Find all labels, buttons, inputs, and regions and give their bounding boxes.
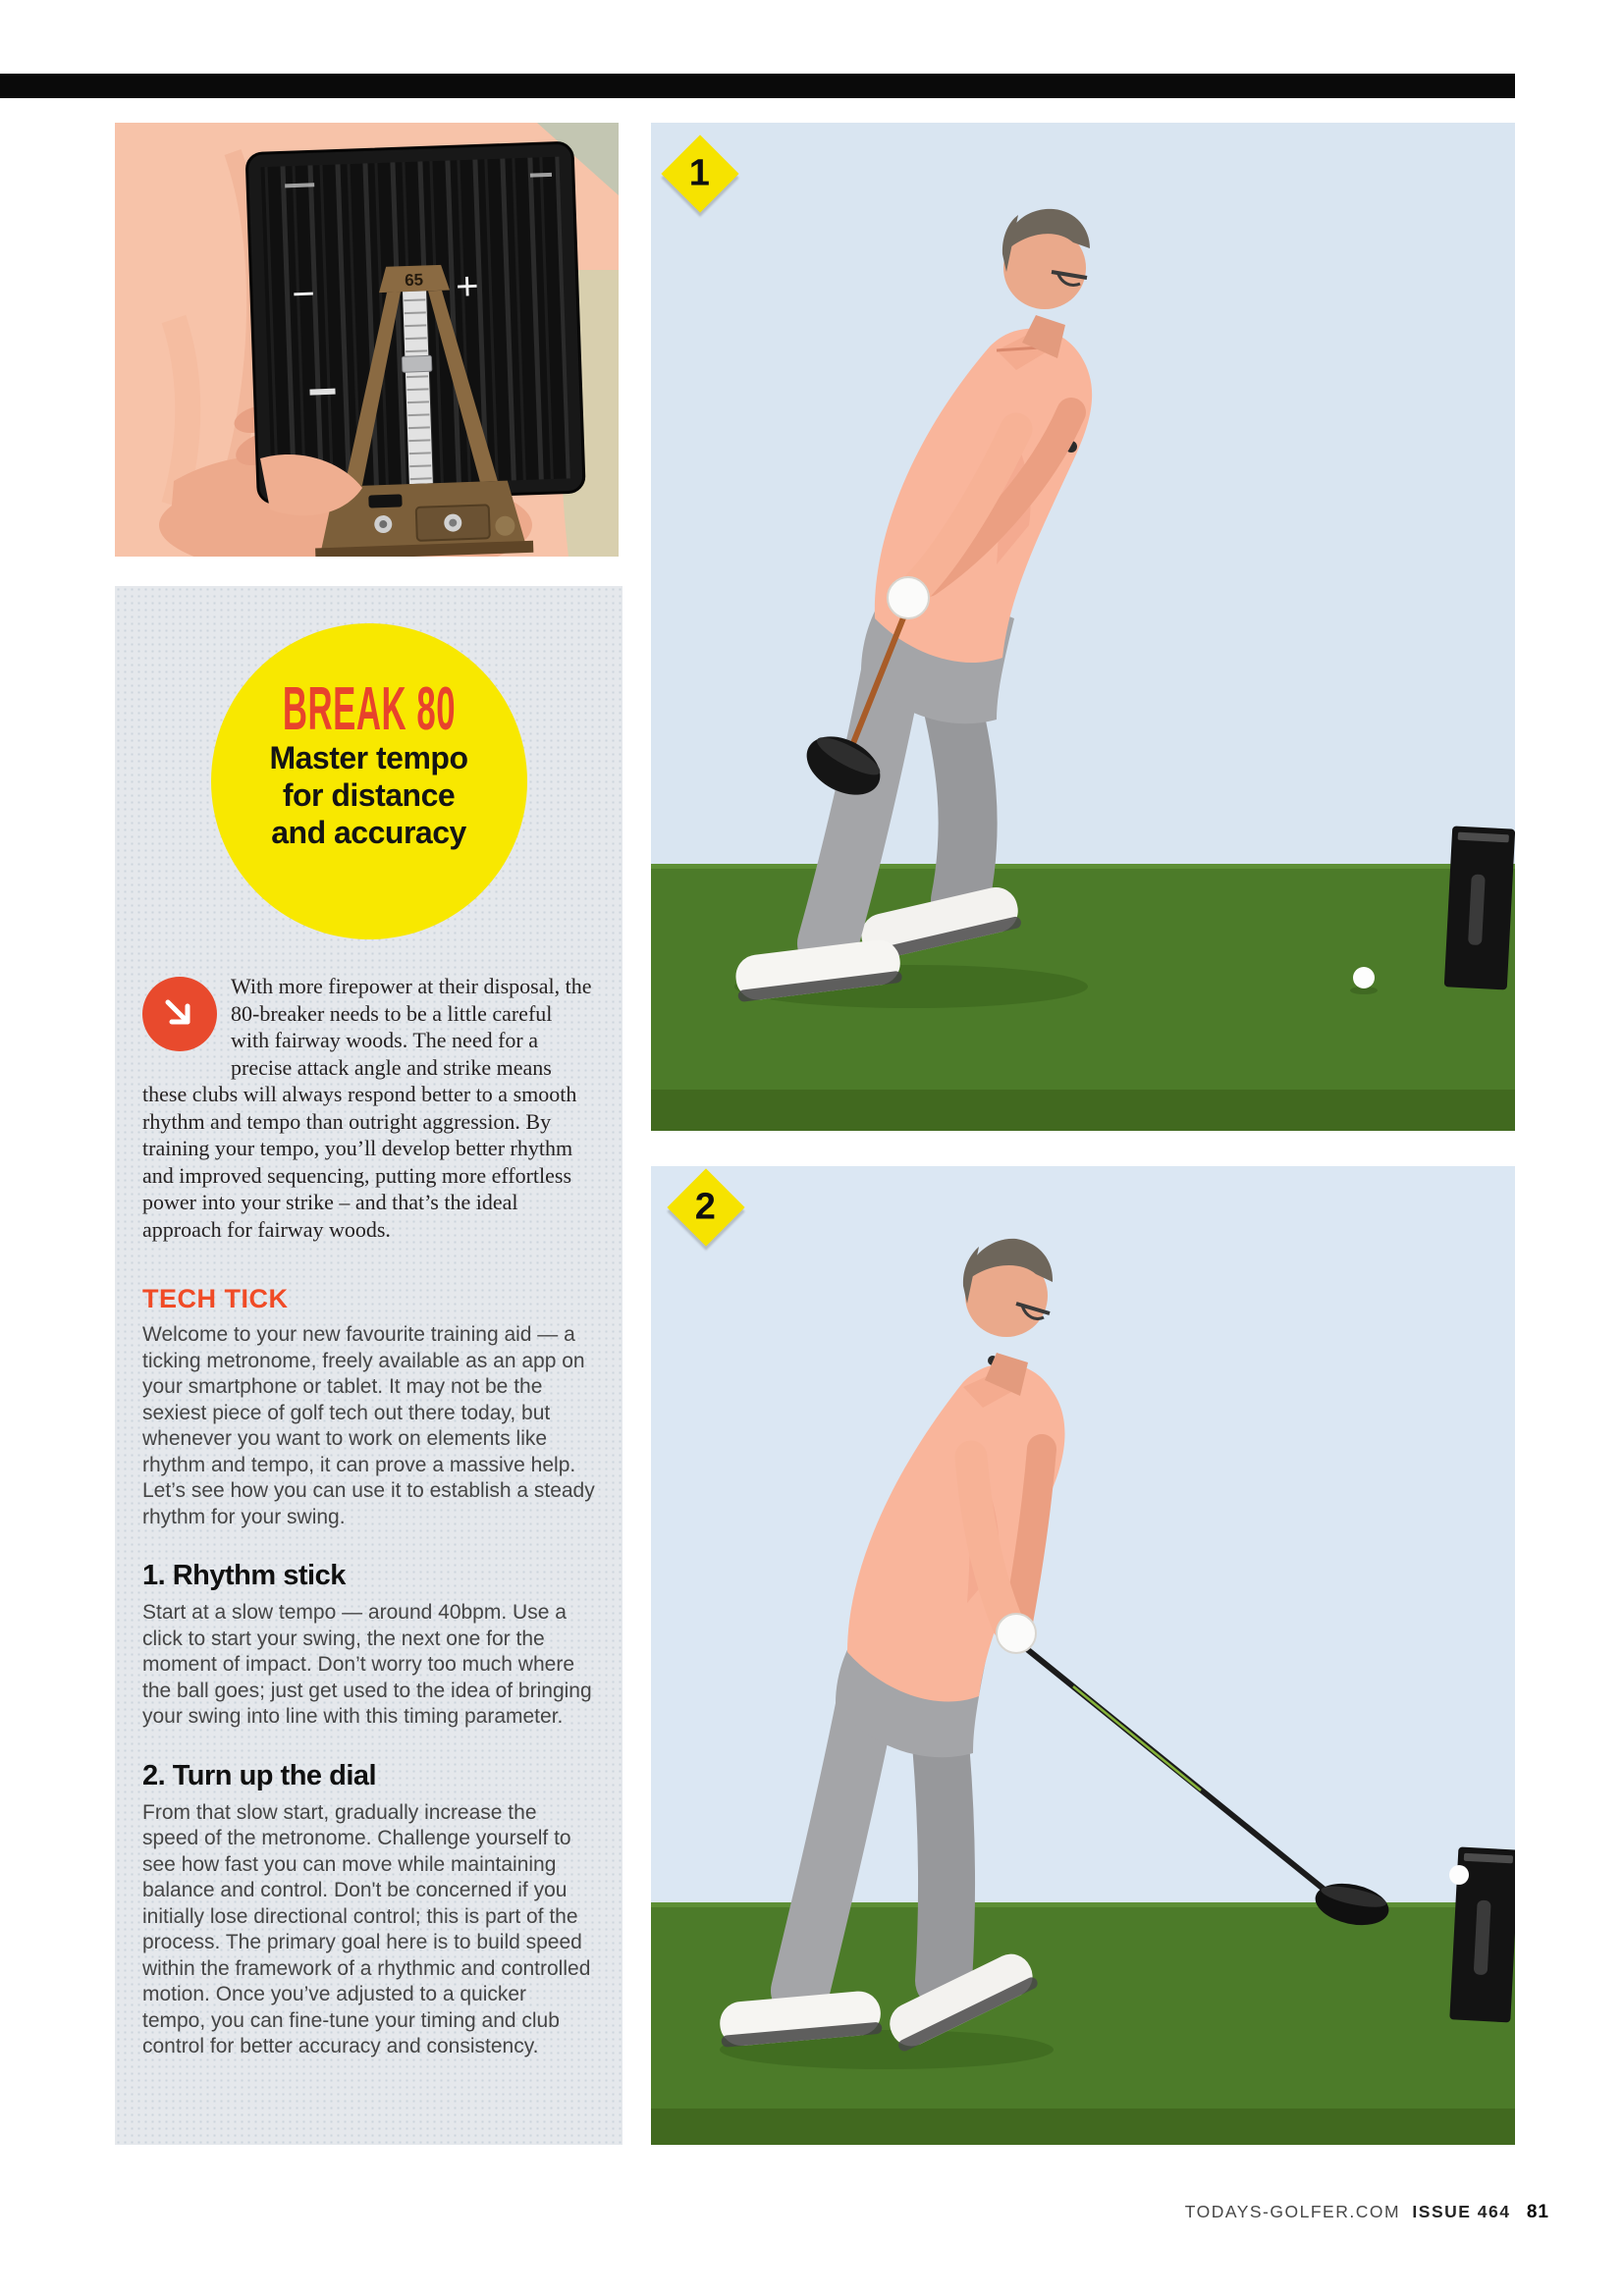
marker-number: 2 [695, 1186, 717, 1228]
tech-tick-heading: TECH TICK [142, 1284, 289, 1313]
tempo-plus-button[interactable]: + [455, 264, 480, 309]
break-80-badge [211, 623, 527, 939]
badge-title-line: and accuracy [271, 815, 466, 850]
footer-page-number: 81 [1526, 2202, 1549, 2222]
step-1-body: Start at a slow tempo — around 40bpm. Use a click to start your swing, the next one for the moment of impact. Don’t worry too much where the ball goes; just get used to the idea of bringing your swing into line with this timing parameter. [142, 1601, 592, 1728]
photo-2-release [651, 1166, 1515, 2145]
golfer-release-illustration [651, 1166, 1515, 2145]
golf-ball [1353, 967, 1375, 988]
metronome-photo-illustration [115, 123, 619, 557]
step-2-body: From that slow start, gradually increase the speed of the metronome. Challenge yourself to see how fast you can move while maintaining balance and control. Don't be concerned if you initially lose directional control; this is part of the process. The primary goal here is to build speed within the framework of a rhythmic and controlled motion. Once you’ve adjusted to a quicker tempo, you can fine-tune your timing and club control for better accuracy and consistency. [142, 1800, 591, 2057]
tempo-minus-button[interactable]: − [291, 272, 316, 317]
arrow-down-right-icon [142, 977, 217, 1051]
footer-issue-label: ISSUE 464 [1412, 2202, 1511, 2221]
badge-title-line: Master tempo [269, 740, 468, 775]
golfer-takeaway-illustration [651, 123, 1515, 1131]
step-2-heading: 2. Turn up the dial [142, 1759, 377, 1791]
metronome-weight [402, 355, 432, 372]
launch-monitor [1444, 826, 1515, 989]
marker-number: 1 [689, 152, 711, 194]
step-1-heading: 1. Rhythm stick [142, 1560, 346, 1591]
instruction-panel [115, 586, 623, 2145]
badge-series-title: BREAK 80 [282, 675, 456, 743]
glove [888, 577, 929, 618]
tech-tick-body: Welcome to your new favourite training aid — a ticking metronome, freely available as an app on your smartphone or tablet. It may not be the sexiest piece of golf tech out there today, but whenever you want to work on elements like rhythm and tempo, it can prove a massive help. Let’s see how you can use it to establish a steady rhythm for your swing. [142, 1323, 595, 1528]
badge-title-line: for distance [282, 777, 456, 813]
golf-ball [1449, 1865, 1469, 1885]
footer-site-url: TODAYS-GOLFER.COM [1184, 2202, 1401, 2221]
intro-paragraph: With more firepower at their disposal, the 80-breaker needs to be a little careful with fairway woods. The need for a precise attack angle and strike means these clubs will always respond better to a smooth rhythm and tempo than outright aggression. By training your tempo, you’ll develop better rhythm and improved sequencing, putting more effortless power into your strike – and that’s the ideal approach for fairway woods. [142, 974, 592, 1242]
photo-1-takeaway [651, 123, 1515, 1131]
glove [997, 1614, 1036, 1653]
page-footer [1185, 2202, 1549, 2223]
top-rule-bar [0, 74, 1515, 98]
photo-metronome-tablet [115, 123, 619, 557]
metronome-bpm-value: 65 [404, 270, 424, 291]
intro-block [142, 973, 595, 1243]
